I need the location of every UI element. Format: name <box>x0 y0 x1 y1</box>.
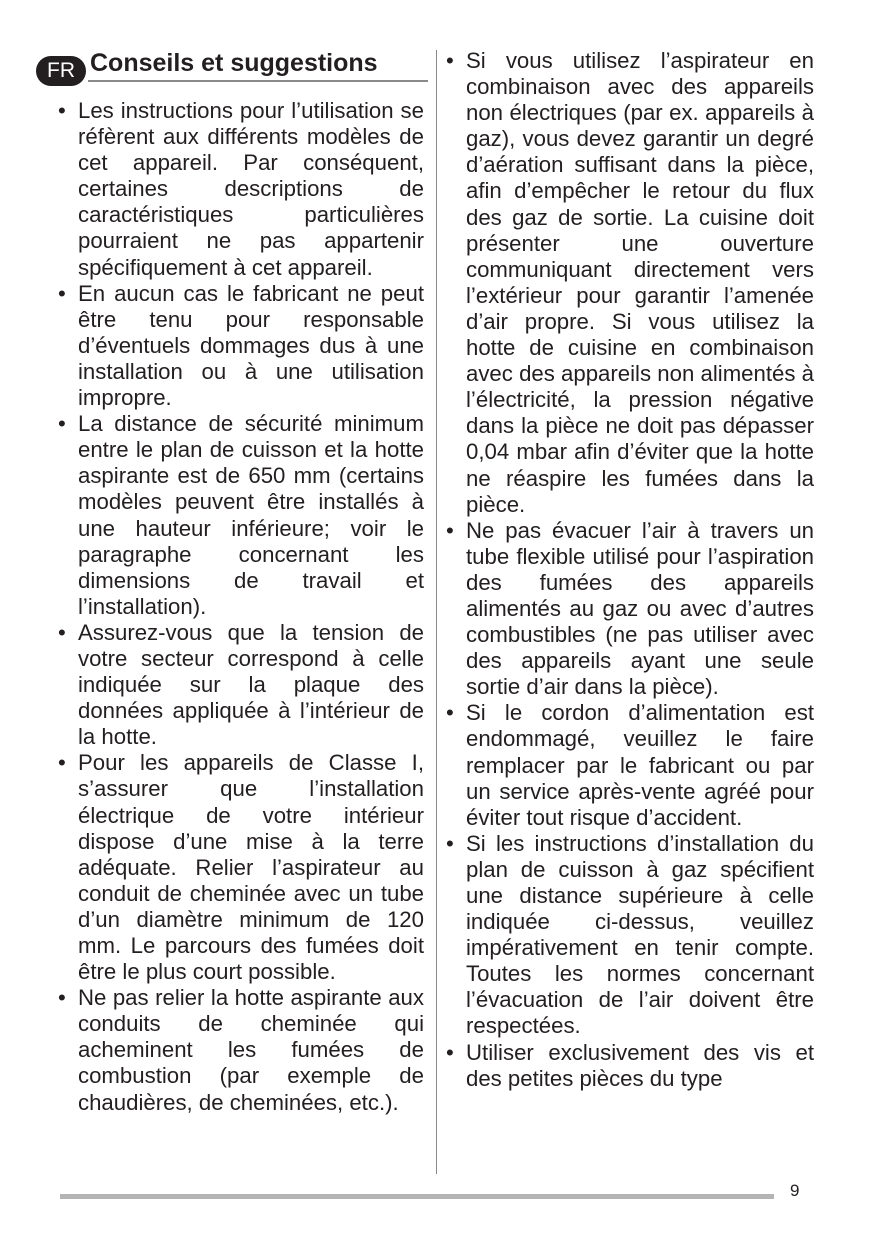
bullet-icon: • <box>58 619 66 645</box>
list-item <box>446 518 814 701</box>
bullet-icon: • <box>58 985 66 1011</box>
bullet-icon: • <box>58 411 66 437</box>
left-column <box>58 98 424 1116</box>
title-underline <box>88 80 428 82</box>
bullet-icon: • <box>446 517 454 543</box>
page-number: 9 <box>790 1181 800 1200</box>
list-item <box>58 620 424 750</box>
column-divider <box>436 50 437 1174</box>
page-title: Conseils et suggestions <box>90 49 378 77</box>
footer-rule <box>60 1194 774 1199</box>
list-item-text: Assurez-vous que la tension de votre secteur correspond à celle indiquée sur la plaque des données appliquée à l’intérieur de la hotte. <box>78 619 424 750</box>
list-item-text: Ne pas relier la hotte aspirante aux conduits de cheminée qui acheminent les fumées de combustion (par exemple de chaudières, de cheminées, etc.). <box>78 985 424 1115</box>
list-item-text: Les instructions pour l’utilisation se réfèrent aux différents modèles de cet appareil. Par conséquent, certaines descriptions de caractéristiques particulières pourraient ne pas appartenir spécifiquement à cet appareil. <box>78 98 424 280</box>
list-item <box>58 281 424 411</box>
right-column <box>446 48 814 1092</box>
list-item-text: Utiliser exclusivement des vis et des petites pièces du type <box>466 1039 814 1091</box>
list-item-text: Pour les appareils de Classe I, s’assurer que l’installation électrique de votre intérieur dispose d’une mise à la terre adéquate. Relier l’aspirateur au conduit de cheminée avec un tube d’un diamètre minimum de 120 mm. Le parcours des fumées doit être le plus court possible. <box>78 750 424 985</box>
list-item-text: La distance de sécurité minimum entre le plan de cuisson et la hotte aspirante est de 650 mm (certains modèles peuvent être installés à une hauteur inférieure; voir le paragraphe concernant les dimensions de travail et l’installation). <box>78 411 424 619</box>
list-item <box>58 985 424 1115</box>
language-badge: FR <box>36 56 86 86</box>
list-item <box>446 831 814 1040</box>
list-item <box>58 98 424 281</box>
page-header <box>36 48 428 84</box>
list-item-text: Ne pas évacuer l’air à travers un tube flexible utilisé pour l’aspiration des fumées des appareils alimentés au gaz ou avec d’autres combustibles (ne pas utiliser avec des appareils ayant une seule sortie d’air dans la pièce). <box>466 517 814 700</box>
bullet-icon: • <box>58 98 66 123</box>
list-item <box>446 1040 814 1092</box>
bullet-icon: • <box>446 1039 454 1065</box>
list-item-text: Si le cordon d’alimentation est endommagé, veuillez le faire remplacer par le fabricant ou par un service après-vente agréé pour éviter tout risque d’accident. <box>466 700 814 830</box>
list-item <box>446 48 814 518</box>
bullet-icon: • <box>446 830 454 856</box>
list-item <box>58 750 424 985</box>
bullet-icon: • <box>446 700 454 726</box>
bullet-icon: • <box>446 48 454 73</box>
list-item-text: Si vous utilisez l’aspirateur en combinaison avec des appareils non électriques (par ex. appareils à gaz), vous devez garantir un degré d’aération suffisant dans la pièce, afin d’empêcher le retour du flux des gaz de sortie. La cuisine doit présenter une ouverture communiquant directement vers l’extérieur pour garantir l’amenée d’air propre. Si vous utilisez la hotte de cuisine en combinaison avec des appareils non alimentés à l’électricité, la pression négative dans la pièce ne doit pas dépasser 0,04 mbar afin d’éviter que la hotte ne réaspire les fumées dans la pièce. <box>466 48 814 517</box>
list-item <box>446 700 814 830</box>
bullet-icon: • <box>58 750 66 776</box>
list-item-text: Si les instructions d’installation du plan de cuisson à gaz spécifient une distance supérieure à celle indiquée ci-dessus, veuillez impérativement en tenir compte. Toutes les normes concernant l’évacuation de l’air doivent être respectées. <box>466 830 814 1039</box>
list-item <box>58 411 424 620</box>
bullet-icon: • <box>58 280 66 306</box>
list-item-text: En aucun cas le fabricant ne peut être tenu pour responsable d’éventuels dommages dus à une installation ou à une utilisation impropre. <box>78 280 424 411</box>
